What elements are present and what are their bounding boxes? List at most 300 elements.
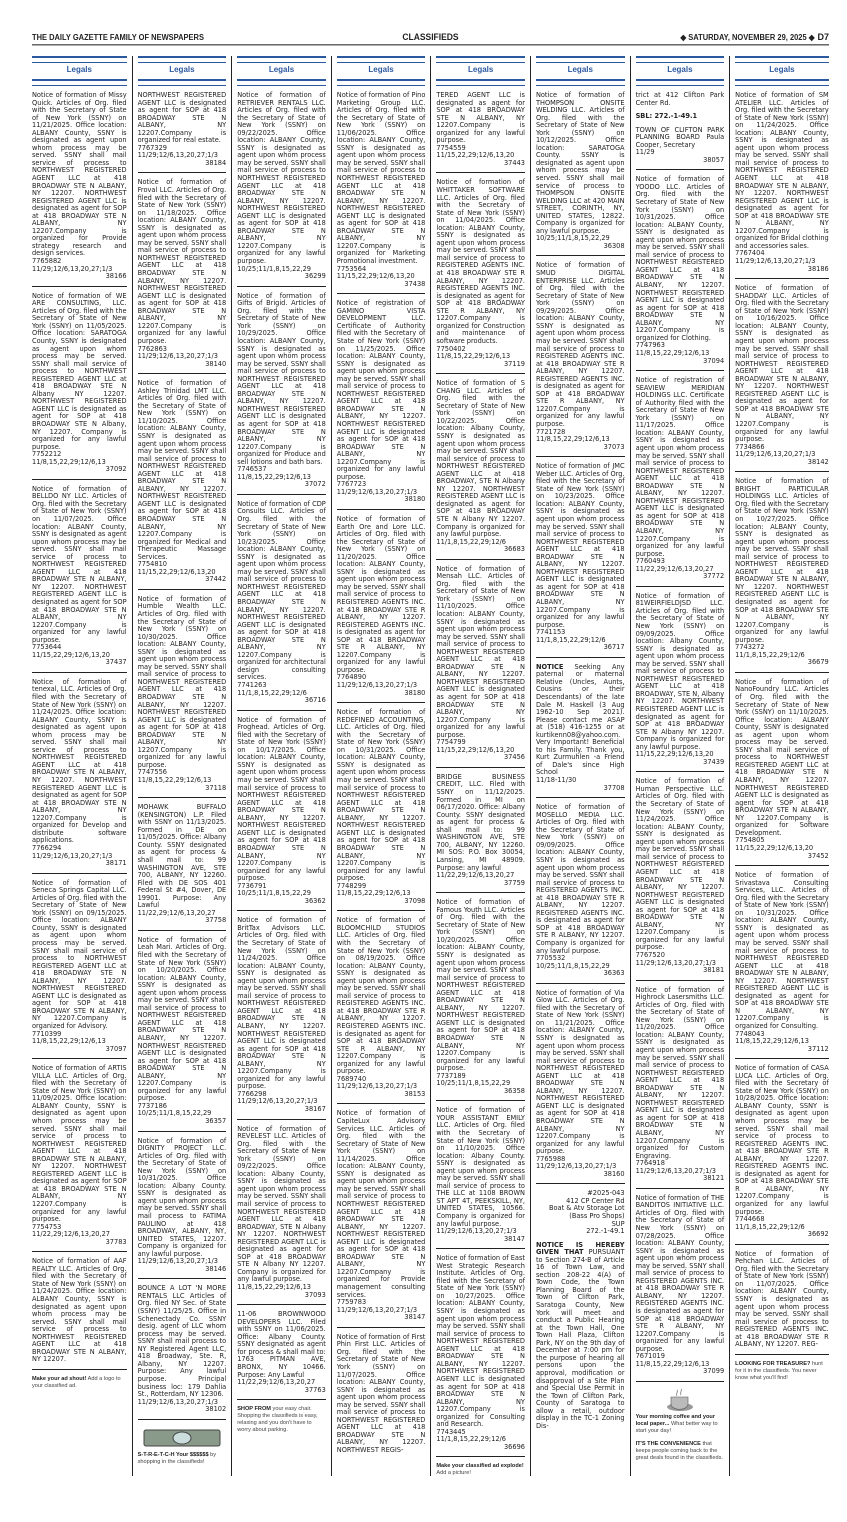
money-bill-icon xyxy=(138,1426,227,1450)
notice-body: BOUNCE A LOT 'N MORE RENTALS LLC Articles of Org. filed NY Sec. of State (SSNY) 11/25/25. Office in Schenectady Co. SSNY desig. agent of LLC whom process may be served. SSNY shall mail process to NY Registered Agent LLC, 418 Broadway, Ste. R, Albany, NY 12207. Purpose: Any lawful purpose. Principal business loc: 179 Dahlia St., Rotterdam, NY 12306. xyxy=(137,1284,227,1399)
ad-id: 7767404 xyxy=(735,249,765,258)
notice-body: Notice of formation of YOUR ASSISTANT EMILY LLC. Articles of Org. filed with the Secretary of State of New York (SSNY) on 11/10/2025. Office location: Albany County. SSNY is designated as agent upon whom process may be served. SSNY shall mail service of process to THE LLC at 1108 BROWN ST APT 4T, PEEKSKILL, NY, UNITED STATES, 10566. Company is organized for any lawful purpose. xyxy=(436,1106,525,1228)
issue-date-block: ◆ SATURDAY, NOVEMBER 29, 2025 ◆ D7 xyxy=(680,31,829,43)
legal-notice xyxy=(536,804,625,984)
notice-body: Notice of formation of WHITTAKER SOFTWARE LLC. Articles of Org. filed with the Secretary of State of New York (SSNY) on 11/04/2025. Office location: ALBANY County, SSNY is designated as agent upon whom process may be served. SSNY shall mail service of process to REGISTERED AGENTS INC. at 418 BROADWAY STE R ALBANY, NY 12207. REGISTERED AGENTS INC. is designated as agent for SOP at 418 BROADWAY STE R ALBANY, NY 12207.Company is organized for Construction and maintenance of software products. xyxy=(436,178,525,345)
notice-number: 37098 xyxy=(404,896,426,905)
notice-number: 37092 xyxy=(105,465,127,474)
section-label: Legals xyxy=(567,65,593,74)
notice-lead: NOTICE IS HEREBY GIVEN THAT xyxy=(535,1240,625,1257)
run-dates: 11/8,15,22,29;12/6,13 xyxy=(237,1283,311,1292)
notice-body: Notice of formation of DIGNITY PROJECT LLC. Articles of Org. filed with the Secretary of State of New York (SSNY) on 10/31/2025. Office location: Albany County. SSNY is designated as agent upon whom process may be served. SSNY shall mail process to FATIMA PAULINO at 418 BROADWAY, ALBANY, NY, UNITED STATES, 12207. Company is organized for any lawful purpose. xyxy=(137,1136,227,1258)
notice-number: 37119 xyxy=(503,359,525,368)
run-dates: 11/8,15,22,29;12/6,13 xyxy=(635,348,710,357)
notice-number: 37093 xyxy=(304,1290,326,1299)
notice-number: 37452 xyxy=(807,851,829,860)
legal-notice xyxy=(735,285,829,472)
notice-number: 37758 xyxy=(205,916,227,925)
legal-notice xyxy=(138,92,227,173)
notice-number: 37112 xyxy=(807,1044,829,1053)
ad-id: 7754810 xyxy=(137,560,167,569)
promo-text: your easy chair. Shopping the classifieds is easy, relaxing and you don't have to worry about parking. xyxy=(237,1406,318,1434)
run-dates: 11/8,15,22,29;12/6,13 xyxy=(635,1359,710,1368)
ad-id: 7744668 xyxy=(735,1215,765,1224)
notice-body: Notice of registration of GAMINO VISTA DEVELOPMENT LLC. Certificate of Authority filed with the Secretary of State of New York (SSNY) on 11/25/2025. Office location: ALBANY County, SSNY is designated as agent upon whom process may be served. SSNY shall mail service of process to NORTHWEST REGISTERED AGENT LLC at 418 BROADWAY STE N ALBANY, NY 12207. NORTHWEST REGISTERED AGENT LLC is designated as agent for SOP at 418 BROADWAY STE N ALBANY, NY 12207.Company is organized for any lawful purpose. xyxy=(336,299,426,481)
notice-body: Notice of formation of CASA LUCA LLC. Articles of Org. filed with the Secretary of State of New York (SSNY) on 10/28/2025. Office location: ALBANY County, SSNY is designated as agent upon whom process may be served. SSNY shall mail service of process to REGISTERED AGENTS INC. at 418 BROADWAY STE R ALBANY, NY 12207. REGISTERED AGENTS INC. is designated as agent for SOP at 418 BROADWAY STE R ALBANY, NY 12207.Company is organized for any lawful purpose. xyxy=(735,1064,829,1216)
notice-number: 38180 xyxy=(404,495,426,504)
notice-body: Notice of formation of BLOOMCHILD STUDIOS LLC. Articles of Org. filed with the Secretary of State of New York (SSNY) on 08/19/2025. Office location: ALBANY County, SSNY is designated as agent upon whom process may be served. SSNY shall mail service of process to REGISTERED AGENTS INC. at 418 BROADWAY STE R ALBANY, NY 12207. REGISTERED AGENTS INC. is designated as agent for SOP at 418 BROADWAY STE R ALBANY, NY 12207.Company is organized for any lawful purpose. xyxy=(336,916,426,1076)
run-dates: 11/22,29;12/6,13,20,27 xyxy=(436,871,515,880)
run-dates: 11/15,22,29;12/6,13,20 xyxy=(137,567,216,576)
notice-number: 36358 xyxy=(503,1086,525,1095)
legal-notice xyxy=(735,92,829,279)
legal-notice xyxy=(237,1126,326,1306)
notice-body: Seeking Any paternal or maternal Relative (Uncles, Aunts, Cousins or their Descendants) of the late Dale M. Haskell (3 Aug 1962-10 Sep 2021). Please contact me ASAP at (518) 416-1255 or at kurtikenn08@yahoo.com. Very Important! Beneficial to his Family. Thank you, Kurt Zurmuhlen -a Friend of Dale's since High School xyxy=(535,662,625,777)
notice-body: MOHAWK BUFFALO (KENSINGTON) L.P. Filed with SSNY on 11/13/2025. Formed in DE on 11/05/2025. Office: Albany County. SSNY designated as agent for process & shall mail to: 99 WASHINGTON AVE, STE 700, ALBANY, NY 12260. Filed with DE SOS 401 Federal St #4, Dover, DE 19901. Purpose: Any Lawful xyxy=(137,803,227,910)
section-label: Legals xyxy=(368,65,394,74)
notice-number: 37097 xyxy=(105,1044,127,1053)
notice-body: Notice of formation of Missy Quick. Articles of Org. filed with the Secretary of State of New York (SSNY) on 11/21/2025. Office location: ALBANY County, SSNY is designated as agent upon whom process may be served. SSNY shall mail service of process to NORTHWEST REGISTERED AGENT LLC at 418 BROADWAY STE N ALBANY, NY 12207. NORTHWEST REGISTERED AGENT LLC is designated as agent for SOP at 418 BROADWAY STE N ALBANY, NY 12207.Company is organized for Provide strategy research and design services. xyxy=(32,91,127,258)
ad-id: 7754559 xyxy=(436,143,466,152)
legal-notice xyxy=(436,1255,525,1457)
classified-promo xyxy=(636,1388,725,1435)
notice-body: Notice of formation of AAF REALTY LLC. Articles of Org. filed with the Secretary of State of New York (SSNY) on 11/24/2025. Office location: ALBANY County, SSNY is designated as agent upon whom process may be served. SSNY shall mail service of process to NORTHWEST REGISTERED AGENT LLC at 418 BROADWAY STE N ALBANY, NY 12207. xyxy=(32,1257,127,1364)
column-header xyxy=(32,56,127,86)
notice-body: trict at 412 Clifton Park Center Rd. xyxy=(635,91,725,107)
promo-text: Add a logo to your classified ad. xyxy=(32,1375,121,1389)
ad-id: 7754753 xyxy=(32,1222,62,1231)
notice-number: 38146 xyxy=(205,1264,227,1273)
run-dates: 10/25;11/1,8,15,22,29 xyxy=(137,1109,212,1118)
ad-id: 7737189 xyxy=(436,1071,466,1080)
run-dates: 11/1,8,15,22,29;12/6 xyxy=(735,1222,805,1231)
legal-notice xyxy=(536,1190,625,1435)
classified-promo xyxy=(735,1361,829,1382)
notice-number: 38186 xyxy=(807,264,829,273)
run-dates: 11/29;12/6,13,20,27;1/3 xyxy=(535,1162,617,1171)
legal-notice xyxy=(237,293,326,495)
ad-id: 7743445 xyxy=(436,1427,466,1436)
legal-notice xyxy=(735,679,829,866)
legal-notice xyxy=(436,380,525,560)
ad-id: 7765988 xyxy=(535,1154,566,1163)
ad-id: 7754799 xyxy=(436,738,466,747)
legal-notice xyxy=(237,717,326,912)
notice-body: Notice of formation of Seneca Springs Capital LLC. Articles of Org. filed with the Secretary of State of New York (SSNY) on 09/15/2025. Office location: ALBANY County, SSNY is designated as agent upon whom process may be served. SSNY shall mail service of process to NORTHWEST REGISTERED AGENT LLC at 418 BROADWAY STE N ALBANY, NY 12207. NORTHWEST REGISTERED AGENT LLC is designated as agent for SOP at 418 BROADWAY STE N ALBANY, NY 12207.Company is organized for Advisory. xyxy=(32,878,127,1030)
notice-number: 38057 xyxy=(703,155,725,164)
notice-number: 37099 xyxy=(703,1367,725,1376)
legals-column xyxy=(729,56,829,1476)
ad-id: 7767520 xyxy=(635,950,665,959)
notice-number: 37072 xyxy=(304,480,326,489)
run-dates: 11/22,29;12/6,13,20,27 xyxy=(237,1378,316,1387)
legal-notice xyxy=(337,1334,426,1460)
notice-body: Notice of formation of BRIGHT PARTICULAR HOLDINGS LLC. Articles of Org. filed with the Secretary of State of New York (SSNY) on 10/27/2025. Office location: ALBANY County, SSNY is designated as agent upon whom process may be served. SSNY shall mail service of process to NORTHWEST REGISTERED AGENT LLC at 418 BROADWAY STE N ALBANY, NY 12207. NORTHWEST REGISTERED AGENT LLC is designated as agent for SOP at 418 BROADWAY STE N ALBANY, NY 12207.Company is organized for any lawful purpose. xyxy=(735,477,829,644)
legal-notice xyxy=(636,1195,725,1382)
ad-id: 7750402 xyxy=(436,344,466,353)
legal-notice xyxy=(636,778,725,980)
notice-number: 38142 xyxy=(807,457,829,466)
legal-notice xyxy=(536,463,625,658)
run-dates: 10/25;11/1,8,15,22,29 xyxy=(535,961,610,970)
legal-notice xyxy=(138,804,227,931)
legal-notice xyxy=(735,872,829,1059)
notice-number: 36716 xyxy=(304,696,326,705)
legal-notice xyxy=(32,880,127,1060)
section-label: Legals xyxy=(468,65,494,74)
run-dates: 11/1,8,15,22,29;12/6 xyxy=(436,1435,506,1444)
notice-body: Notice of formation of WE ARE CONSULTING, LLC. Articles of Org. filed with the Secretary of State of New York (SSNY) on 11/05/2025. Office location: SARATOGA County, SSNY is designated as agent upon whom process may be served. SSNY shall mail service of process to NORTHWEST REGISTERED AGENT LLC at 418 BROADWAY STE N Albany NY 12207. NORTHWEST REGISTERED AGENT LLC is designated as agent for SOP at 418 BROADWAY STE N Albany, NY 12207. Company is organized for any lawful purpose. xyxy=(32,291,127,451)
run-dates: 11/15,22,29;12/6,13,20 xyxy=(735,843,814,852)
ad-id: 7746537 xyxy=(237,465,267,474)
legals-column xyxy=(132,56,232,1476)
run-dates: 11/8,15,22,29;12/6,13 xyxy=(137,776,212,785)
run-dates: 11/15,22,29;12/6,13,20 xyxy=(336,272,415,281)
notice-number: 37438 xyxy=(404,279,426,288)
promo-text: What better way to start your day! xyxy=(635,1420,718,1434)
notice-body: Notice of formation of Froval LLC. Articles of Org. filed with the Secretary of State of New York (SSNY) on 11/18/2025. Office location: ALBANY County, SSNY is designated as agent upon whom process may be served. SSNY shall mail service of process to NORTHWEST REGISTERED AGENT LLC at 418 BROADWAY STE N ALBANY, NY 12207. NORTHWEST REGISTERED AGENT LLC is designated as agent for SOP at 418 BROADWAY STE N ALBANY, NY 12207.Company is organized for any lawful purpose. xyxy=(137,178,227,345)
ad-id: 7759783 xyxy=(336,1298,367,1307)
notice-body: Notice of formation of BELLDO NY LLC. Articles of Org. filed with the Secretary of State of New York (SSNY) on 11/07/2025. Office location: ALBANY County, SSNY is designated as agent upon whom process may be served. SSNY shall mail service of process to NORTHWEST REGISTERED AGENT LLC at 418 BROADWAY STE N ALBANY, NY 12207. NORTHWEST REGISTERED AGENT LLC is designated as agent for SOP at 418 BROADWAY STE N ALBANY, NY 12207.Company is organized for any lawful purpose. xyxy=(32,484,127,644)
notice-body: Notice of registration of SEAVIEW MERIDIAN HOLDINGS LLC. Certificate of Authority filed with the Secretary of State of New York (SSNY) on 11/17/2025. Office location: ALBANY County, SSNY is designated as agent upon whom process may be served. SSNY shall mail service of process to NORTHWEST REGISTERED AGENT LLC at 418 BROADWAY STE N ALBANY, NY 12207. NORTHWEST REGISTERED AGENT LLC is designated as agent for SOP at 418 BROADWAY STE N ALBANY, NY 12207.Company is organized for any lawful purpose. xyxy=(635,376,725,558)
notice-number: 36696 xyxy=(503,1442,525,1451)
legal-notice xyxy=(337,300,426,510)
run-dates: 11/15,22,29;12/6,13,20 xyxy=(436,151,515,160)
legal-notice xyxy=(337,709,426,911)
notice-lead: NOTICE xyxy=(535,662,564,671)
notice-number: 37763 xyxy=(304,1385,326,1394)
column-header xyxy=(337,56,426,86)
notice-extra: TOWN OF CLIFTON PARK PLANNING BOARD Paula Cooper, Secretary xyxy=(635,125,725,149)
promo-text: by shopping in the classifieds! xyxy=(137,1451,217,1465)
legals-column xyxy=(630,56,730,1476)
legal-notice xyxy=(237,917,326,1119)
notice-number: 37772 xyxy=(703,572,725,581)
run-dates: 11/29;12/6,13,20,27;1/3 xyxy=(336,681,418,690)
notice-number: 36362 xyxy=(304,896,326,905)
notice-body: Notice of formation of Human Perspective LLC. Articles of Org. filed with the Secretary of State of New York (SSNY) on 11/24/2025. Office location: ALBANY County, SSNY is designated as agent upon whom process may be served. SSNY shall mail service of process to NORTHWEST REGISTERED AGENT LLC at 418 BROADWAY STE N ALBANY, NY 12207. NORTHWEST REGISTERED AGENT LLC is designated as agent for SOP at 418 BROADWAY STE N ALBANY, NY 12207.Company is organized for any lawful purpose. xyxy=(635,777,725,952)
legal-notice xyxy=(337,1110,426,1327)
notice-body: Notice of formation of Ashley Trinidad LMT LLC. Articles of Org. filed with the Secretary of State of New York (SSNY) on 11/10/2025. Office location: ALBANY County, SSNY is designated as agent upon whom process may be served. SSNY shall mail service of process to NORTHWEST REGISTERED AGENT LLC at 418 BROADWAY STE N ALBANY, NY 12207. NORTHWEST REGISTERED AGENT LLC is designated as agent for SOP at 418 BROADWAY STE N ALBANY, NY 12207.Company is organized for Medical and Therapeutic Massage Services. xyxy=(137,379,227,561)
notice-body: Notice of formation of Humble Wealth LLC. Articles of Org. filed with the Secretary of State of New York (SSNY) on 10/30/2025. Office location: ALBANY County, SSNY is designated as agent upon whom process may be served. SSNY shall mail service of process to NORTHWEST REGISTERED AGENT LLC at 418 BROADWAY STE N ALBANY, NY 12207. NORTHWEST REGISTERED AGENT LLC is designated as agent for SOP at 418 BROADWAY STE N ALBANY, NY 12207.Company is organized for any lawful purpose. xyxy=(137,594,227,769)
coffee-cup-icon xyxy=(636,1388,725,1412)
notice-body: Notice of formation of YOODO LLC. Articles of Org. filed with the Secretary of State of New York (SSNY) on 10/31/2025. Office location: ALBANY County, SSNY is designated as agent upon whom process may be served. SSNY shall mail service of process to NORTHWEST REGISTERED AGENT LLC at 418 BROADWAY STE N ALBANY, NY 12207. NORTHWEST REGISTERED AGENT LLC is designated as agent for SOP at 418 BROADWAY STE N ALBANY, NY 12207.Company is organized for Clothing. xyxy=(635,175,725,342)
legal-notice xyxy=(337,917,426,1104)
promo-lead: Make your classified ad explode! xyxy=(436,1463,524,1470)
run-dates: 11/29;12/6,13,20,27;1/3 xyxy=(635,958,716,967)
notice-body: Notice of formation of Highrock Lasersmiths LLC. Articles of Org. filed with the Secretary of State of New York (SSNY) on 11/20/2025. Office location: ALBANY County, SSNY is designated as agent upon whom process may be served. SSNY shall mail service of process to NORTHWEST REGISTERED AGENT LLC at 418 BROADWAY STE N ALBANY, NY 12207. NORTHWEST REGISTERED AGENT LLC is designated as agent for SOP at 418 BROADWAY STE N ALBANY, NY 12207.Company is organized for Custom Engraving. xyxy=(635,985,725,1160)
ad-id: 7764890 xyxy=(336,673,367,682)
run-dates: 11/29;12/6,13,20,27;1/3 xyxy=(336,1082,418,1091)
notice-number: 36717 xyxy=(603,643,625,652)
run-dates: 11/8,15,22,29;12/6,13 xyxy=(32,457,106,466)
legal-notice xyxy=(138,1285,227,1419)
legal-notice xyxy=(337,516,426,703)
notice-number: 36679 xyxy=(807,658,829,667)
run-dates: 11/1,8,15,22,29;12/6 xyxy=(735,650,805,659)
notice-number: 38147 xyxy=(404,1313,426,1322)
ad-id: 7741153 xyxy=(535,628,566,637)
run-dates: 11/8,15,22,29;12/6,13 xyxy=(436,352,511,361)
run-dates: 11/18-11/30 xyxy=(535,776,577,785)
promo-lead: S-T-R-E-T-C-H Your $$$$$$ xyxy=(137,1451,209,1458)
legal-notice xyxy=(337,92,426,294)
notice-number: 37443 xyxy=(503,158,525,167)
run-dates: 11/29;12/6,13,20,27;1/3 xyxy=(32,851,113,860)
notice-number: 36308 xyxy=(603,241,625,250)
run-dates: 11/29;12/6,13,20,27;1/3 xyxy=(336,487,418,496)
promo-text: hunt for it in the classifieds. You never know what you'll find! xyxy=(735,1360,823,1381)
notice-body: Notice of formation of CapiteLux Advisory Services LLC. Articles of Org. filed with the Secretary of State of New York (SSNY) on 11/14/2025. Office location: ALBANY County, SSNY is designated as agent upon whom process may be served. SSNY shall mail service of process to NORTHWEST REGISTERED AGENT LLC at 418 BROADWAY STE N ALBANY, NY 12207. NORTHWEST REGISTERED AGENT LLC is designated as agent for SOP at 418 BROADWAY STE N ALBANY, NY 12207.Company is organized for Provide management consulting services. xyxy=(336,1109,426,1299)
ad-id: 7747963 xyxy=(635,341,665,350)
legals-columns xyxy=(32,56,829,1476)
run-dates: 11/8,15,22,29;12/6,13 xyxy=(735,1037,809,1046)
notice-number: 38167 xyxy=(304,1105,326,1113)
notice-body: Notice of formation of THE BANDITOS INITIATIVE LLC. Articles of Org. filed with the Secretary of State of New York (SSNY) on 07/28/2025. Office location: ALBANY County, SSNY is designated as agent upon whom process may be served. SSNY shall mail service of process to REGISTERED AGENTS INC. at 418 BROADWAY STE R ALBANY, NY 12207. REGISTERED AGENTS INC. is designated as agent for SOP at 418 BROADWAY STE R ALBANY, NY 12207.Company is organized for any lawful purpose. xyxy=(635,1193,725,1353)
legal-notice xyxy=(237,1311,326,1400)
run-dates: 11/1,8,15,22,29;12/6 xyxy=(535,635,606,644)
section-label: Legals xyxy=(667,65,693,74)
column-header xyxy=(536,56,625,86)
run-dates: 11/29;12/6,13,20,27;1/3 xyxy=(137,151,218,160)
run-dates: 11/15,22,29;12/6,13,20 xyxy=(436,745,515,754)
legal-notice xyxy=(735,1065,829,1245)
notice-number: 37456 xyxy=(503,753,525,762)
promo-lead: Your morning coffee and your local paper... xyxy=(635,1413,716,1427)
notice-body: Notice of formation of JMC Weber LLC. Articles of Org. filed with the Secretary of State of New York (SSNY) on 10/23/2025. Office location: ALBANY County, SSNY is designated as agent upon whom process may be served. SSNY shall mail service of process to NORTHWEST REGISTERED AGENT LLC at 418 BROADWAY STE N ALBANY, NY 12207. NORTHWEST REGISTERED AGENT LLC is designated as agent for SOP at 418 BROADWAY STE N ALBANY, NY 12207.Company is organized for any lawful purpose. xyxy=(535,462,625,629)
notice-number: 37439 xyxy=(703,757,725,766)
notice-number: 37118 xyxy=(205,783,227,792)
notice-number: 36357 xyxy=(205,1117,227,1125)
promo-lead: Make your ad shout! xyxy=(32,1375,87,1382)
notice-number: 36692 xyxy=(807,1230,829,1239)
legal-notice xyxy=(138,179,227,374)
legal-notice xyxy=(536,664,625,798)
notice-number: 38160 xyxy=(603,1169,625,1178)
legal-notice xyxy=(636,92,725,170)
section-label: Legals xyxy=(769,65,795,74)
legal-notice xyxy=(536,262,625,457)
run-dates: 11/29 xyxy=(635,148,655,157)
legal-notice xyxy=(32,92,127,287)
run-dates: 11/22,29;12/6,13,20,27 xyxy=(32,1230,110,1239)
run-dates: 11/15,22,29;12/6,13,20 xyxy=(635,750,714,759)
run-dates: 11/8,15,22,29;12/6,13 xyxy=(237,472,311,481)
run-dates: 11/22,29;12/6,13,20,27 xyxy=(635,564,714,573)
legal-notice xyxy=(138,937,227,1132)
column-header xyxy=(138,56,227,86)
run-dates: 11/29;12/6,13,20,27;1/3 xyxy=(735,450,816,459)
notice-number: 38140 xyxy=(205,359,227,368)
ad-id: 7767723 xyxy=(336,480,367,489)
promo-lead: SHOP FROM xyxy=(237,1406,271,1413)
legal-notice xyxy=(636,593,725,773)
ad-id: 7753564 xyxy=(336,264,367,273)
notice-extra: SBL: 272.-1-49.1 xyxy=(635,112,698,121)
run-dates: 11/15,22,29;12/6,13,20 xyxy=(32,650,110,659)
legal-notice xyxy=(436,774,525,893)
ad-id: 7752212 xyxy=(32,450,62,459)
notice-body: Notice of formation of Earth Ore and Lore LLC. Articles of Org. filed with the Secretary of State of New York (SSNY) on 11/20/2025. Office location: ALBANY County, SSNY is designated as agent upon whom process may be served. SSNY shall mail service of process to REGISTERED AGENTS INC. at 418 BROADWAY STE R ALBANY, NY 12207. REGISTERED AGENTS INC. is designated as agent for SOP at 418 BROADWAY STE R ALBANY, NY 12207.Company is organized for any lawful purpose. xyxy=(336,514,426,674)
ad-id: 7741263 xyxy=(237,681,267,690)
run-dates: 10/25;11/1,8,15,22,29 xyxy=(436,1079,511,1088)
ad-id: 7721728 xyxy=(535,427,566,436)
notice-number: 38166 xyxy=(105,272,127,281)
legal-notice xyxy=(536,990,625,1185)
notice-number: 38102 xyxy=(205,1405,227,1414)
ad-id: 7765882 xyxy=(32,257,62,266)
promo-lead: LOOKING FOR TREASURE? xyxy=(735,1360,811,1367)
ad-id: 7747556 xyxy=(137,768,167,777)
legal-notice xyxy=(636,377,725,587)
notice-body: 11-06 BROWNWOOD DEVELOPERS LLC. Filed with SSNY on 11/06/2025. Office: Albany County. SSNY designated as agent for process & shall mail to: 1763 PITMAN AVE, BRONX, NY 10466. Purpose: Any Lawful xyxy=(237,1310,326,1379)
ad-id: 7753644 xyxy=(32,643,62,652)
legal-notice xyxy=(237,92,326,287)
legals-column xyxy=(530,56,630,1476)
notice-body: Notice of formation of ARTIS VILLA LLC. Articles of Org. filed with the Secretary of State of New York (SSNY) on 11/09/2025. Office location: ALBANY County, SSNY is designated as agent upon whom process may be served. SSNY shall mail service of process to NORTHWEST REGISTERED AGENT LLC at 418 BROADWAY STE N ALBANY, NY 12207. NORTHWEST REGISTERED AGENT LLC is designated as agent for SOP at 418 BROADWAY STE N ALBANY, NY 12207.Company is organized for any lawful purpose. xyxy=(32,1064,127,1224)
ad-id: 7710399 xyxy=(32,1029,62,1038)
legal-notice xyxy=(735,478,829,673)
notice-body: Notice of formation of Famous Youth LLC. Articles of Org. filed with the Secretary of State of New York (SSNY) on 10/20/2025. Office location: ALBANY County, SSNY is designated as agent upon whom process may be served. SSNY shall mail service of process to NORTHWEST REGISTERED AGENT LLC at 418 BROADWAY STE N ALBANY, NY 12207. NORTHWEST REGISTERED AGENT LLC is designated as agent for SOP at 418 BROADWAY STE N ALBANY, NY 12207.Company is organized for any lawful purpose. xyxy=(436,898,525,1073)
legal-notice xyxy=(138,596,227,798)
notice-body: Notice of formation of S CHANG LLC. Articles of Org. filed with the Secretary of State of New York (SSNY) on 10/22/2025. Office location: Albany County, SSNY is designated as agent upon whom process may be served. SSNY shall mail service of process to NORTHWEST REGISTERED AGENT LLC at 418 BROADWAY, STE N Albany NY 12207. NORTHWEST REGISTERED AGENT LLC is designated as agent for SOP at 418 BROADWAY STE N Albany NY 12207. Company is organized for any lawful purpose. xyxy=(436,379,525,539)
notice-number: 38153 xyxy=(404,1089,426,1098)
notice-number: 37708 xyxy=(603,783,625,792)
run-dates: 10/25;11/1,8,15,22,29 xyxy=(237,264,311,273)
run-dates: 11/29;12/6,13,20,27;1/3 xyxy=(336,1305,418,1314)
legals-column xyxy=(32,56,132,1476)
notice-body: Notice of formation of THOMPSON ONSITE WELDING LLC. Articles of Org. filed with the Secretary of State of New York (SSNY) on 10/12/2025. Office location: SARATOGA County. SSNY is designated as agent upon whom process may be served. SSNY shall mail service of process to THOMPSON ONSITE WELDING LLC at 420 MAIN STREET, CORINTH, NY, UNITED STATES, 12822. Company is organized for any lawful purpose. xyxy=(535,91,625,235)
notice-body: BRIDGE BUSINESS CREDIT, LLC. Filed with SSNY on 11/12/2025. Formed in MI on 06/17/2020. Office: Albany County. SSNY designated as agent for process & shall mail to: 99 WASHINGTON AVE, STE 700, ALBANY, NY 12260. MI SOS: P.O. Box 30054, Lansing, MI 48909. Purpose: any lawful xyxy=(436,772,525,872)
notice-body: Notice of formation of CDP Consults LLC. Articles of Org. filed with the Secretary of State of New York (SSNY) on 10/23/2025. Office location: ALBANY County, SSNY is designated as agent upon whom process may be served. SSNY shall mail service of process to NORTHWEST REGISTERED AGENT LLC at 418 BROADWAY STE N ALBANY, NY 12207. NORTHWEST REGISTERED AGENT LLC is designated as agent for SOP at 418 BROADWAY STE N ALBANY, NY 12207.Company is organized for architectural design consulting services. xyxy=(237,499,326,682)
run-dates: 11/29;12/6,13,20,27;1/3 xyxy=(436,1227,517,1236)
notice-body: Notice of formation of Via Glow LLC. Articles of Org. filed with the Secretary of State of New York (SSNY) on 11/21/2025. Office location: ALBANY County, SSNY is designated as agent upon whom process may be served. SSNY shall mail service of process to NORTHWEST REGISTERED AGENT LLC at 418 BROADWAY STE N ALBANY, NY 12207. NORTHWEST REGISTERED AGENT LLC is designated as agent for SOP at 418 BROADWAY STE N ALBANY, NY 12207.Company is organized for any lawful purpose. xyxy=(535,988,625,1156)
ad-id: 7736791 xyxy=(237,881,267,890)
ad-id: 7766294 xyxy=(32,843,62,852)
legal-notice xyxy=(138,1138,227,1280)
ad-id: 7734866 xyxy=(735,442,765,451)
notice-body: Notice of formation of SMUD DIGITAL ENTERPRISE LLC. Articles of Org. filed with the Secretary of State of New York (SSNY) on 09/29/2025. Office location: ALBANY County, SSNY is designated as agent upon whom process may be served. SSNY shall mail service of process to REGISTERED AGENTS INC. at 418 BROADWAY STE R ALBANY, NY 12207. REGISTERED AGENTS INC. is designated as agent for SOP at 418 BROADWAY STE R ALBANY, NY 12207.Company is organized for any lawful purpose. xyxy=(535,261,625,428)
run-dates: 10/25;11/1,8,15,22,29 xyxy=(535,234,610,243)
notice-number: 36363 xyxy=(603,969,625,978)
section-title: CLASSIFIEDS xyxy=(402,31,459,43)
ad-id: 7743272 xyxy=(735,643,765,652)
notice-body: Notice of formation of Mensah LLC. Articles of Org. filed with the Secretary of State of New York (SSNY) on 11/10/2025. Office location: ALBANY County, SSNY is designated as agent upon whom process may be served. SSNY shall mail service of process to NORTHWEST REGISTERED AGENT LLC at 418 BROADWAY STE N ALBANY, NY 12207. NORTHWEST REGISTERED AGENT LLC is designated as agent for SOP at 418 BROADWAY STE N ALBANY, NY 12207.Company is organized for any lawful purpose. xyxy=(436,564,525,739)
ad-id: 7762863 xyxy=(137,344,167,353)
notice-body: Notice of formation of Pehchan LLC. Articles of Org. filed with the Secretary of State of New York (SSNY) on 11/07/2025. Office location: ALBANY County, SSNY is designated as agent upon whom process may be served. SSNY shall mail service of process to REGISTERED AGENTS INC. at 418 BROADWAY STE R ALBANY, NY 12207. REG- xyxy=(735,1249,829,1349)
page-number: D7 xyxy=(817,31,829,43)
notice-body: PURSUANT to Section 274-B of Article 16 of Town Law, and section 208-22 4(A) of Town Code, the Town Planning Board of the Town of Clifton Park, Saratoga County, New York will meet and conduct a Public Hearing at the Town Hall, One Town Hall Plaza, Clifton Park, NY on the 9th day of December at 7:00 pm for the purpose of hearing all persons upon the approval, modification or disapproval of a Site Plan and Special Use Permit in the Town of Clifton Park, County of Saratoga to allow a retail, outdoor display in the TC-1 Zoning Dis- xyxy=(535,1248,625,1430)
run-dates: 11/29;12/6,13,20,27;1/3 xyxy=(137,1397,218,1406)
run-dates: 11/29;12/6,13,20,27;1/3 xyxy=(137,352,218,361)
notice-body: Notice of formation of tenexal, LLC. Articles of Org. filed with the Secretary of State of New York (SSNY) on 11/24/2025. Office location: ALBANY County, SSNY is designated as agent upon whom process may be served. SSNY shall mail service of process to NORTHWEST REGISTERED AGENT LLC at 418 BROADWAY STE N ALBANY, NY 12207. NORTHWEST REGISTERED AGENT LLC is designated as agent for SOP at 418 BROADWAY STE N ALBANY, NY 12207.Company is organized for Develop and distribute software applications. xyxy=(32,677,127,845)
promo-lead: IT'S THE CONVENIENCE xyxy=(635,1440,701,1447)
legals-column xyxy=(231,56,331,1476)
legal-notice xyxy=(735,1251,829,1355)
promo-text: that keeps people coming back to the great deals found in the classifieds. xyxy=(635,1440,723,1461)
legal-notice xyxy=(636,987,725,1189)
notice-body: NORTHWEST REGISTERED AGENT LLC is designated as agent for SOP at 418 BROADWAY STE N ALBANY, NY 12207.Company is organized for real estate. xyxy=(137,91,227,145)
legal-notice xyxy=(436,92,525,173)
notice-body: Notice of formation of Gifts of Brigid. Articles of Org. filed with the Secretary of State of New York (SSNY) on 10/29/2025. Office location: ALBANY County, SSNY is designated as agent upon whom process may be served. SSNY shall mail service of process to NORTHWEST REGISTERED AGENT LLC at 418 BROADWAY STE N ALBANY, NY 12207. NORTHWEST REGISTERED AGENT LLC is designated as agent for SOP at 418 BROADWAY STE N ALBANY, NY 12207.Company is organized for Produce and sell lotions and bath bars. xyxy=(237,291,326,466)
run-dates: 10/25;11/1,8,15,22,29 xyxy=(237,889,311,898)
notice-body: Notice of formation of East West Strategic Research Institute. Articles of Org. filed with the Secretary of State of New York (SSNY) on 10/27/2025. Office location: ALBANY County, SSNY is designated as agent upon whom process may be served. SSNY shall mail service of process to NORTHWEST REGISTERED AGENT LLC at 418 BROADWAY STE N ALBANY, NY 12207. NORTHWEST REGISTERED AGENT LLC is designated as agent for SOP at 418 BROADWAY STE N ALBANY, NY 12207.Company is organized for Consulting and Research. xyxy=(436,1254,525,1429)
notice-body: TERED AGENT LLC is designated as agent for SOP at 418 BROADWAY STE N ALBANY, NY 12207.Company is organized for any lawful purpose. xyxy=(436,91,525,145)
ad-id: 7748299 xyxy=(336,881,367,890)
notice-number: 37783 xyxy=(105,1237,127,1246)
notice-body: Notice of formation of Froghead. Articles of Org. filed with the Secretary of State of New York (SSNY) on 10/17/2025. Office location: ALBANY County, SSNY is designated as agent upon whom process may be served. SSNY shall mail service of process to NORTHWEST REGISTERED AGENT LLC at 418 BROADWAY STE N ALBANY, NY 12207. NORTHWEST REGISTERED AGENT LLC is designated as agent for SOP at 418 BROADWAY STE N ALBANY, NY 12207.Company is organized for any lawful purpose. xyxy=(237,715,326,883)
notice-heading: #2025-043 412 CP Center Rd Boat & Atv Storage Lot (Bass Pro Shops) SUP 272.-1-49.1 xyxy=(548,1189,625,1236)
legal-notice xyxy=(436,566,525,768)
ad-id: 7764918 xyxy=(635,1159,665,1168)
run-dates: 11/29;12/6,13,20,27;1/3 xyxy=(735,257,816,266)
section-label: Legals xyxy=(268,65,295,74)
classified-promo xyxy=(436,1463,525,1476)
legal-notice xyxy=(436,899,525,1101)
classified-promo xyxy=(237,1406,326,1434)
ad-id: 7754805 xyxy=(735,836,765,845)
legal-notice xyxy=(32,293,127,480)
column-header xyxy=(436,56,525,86)
legal-notice xyxy=(237,501,326,711)
run-dates: 11/8,15,22,29;12/6,13 xyxy=(535,435,610,444)
publication-name: THE DAILY GAZETTE FAMILY OF NEWSPAPERS xyxy=(32,32,204,42)
notice-body: Notice of formation of NanoFoundry LLC. Articles of Org. filed with the Secretary of State of New York (SSNY) on 11/10/2025. Office location: ALBANY County, SSNY is designated as agent upon whom process may be served. SSNY shall mail service of process to NORTHWEST REGISTERED AGENT LLC at 418 BROADWAY STE N ALBANY, NY 12207. NORTHWEST REGISTERED AGENT LLC is designated as agent for SOP at 418 BROADWAY STE N ALBANY, NY 12207.Company is organized for Software Development. xyxy=(735,677,829,837)
run-dates: 11/29;12/6,13,20,27;1/3 xyxy=(137,1257,218,1266)
column-header xyxy=(735,56,829,86)
notice-body: Notice of formation of Pino Marketing Group LLC. Articles of Org. filed with the Secretary of State of New York (SSNY) on 11/06/2025. Office location: ALBANY County, SSNY is designated as agent upon whom process may be served. SSNY shall mail service of process to NORTHWEST REGISTERED AGENT LLC at 418 BROADWAY STE N ALBANY, NY 12207. NORTHWEST REGISTERED AGENT LLC is designated as agent for SOP at 418 BROADWAY STE N ALBANY, NY 12207.Company is organized for Marketing Promotional investment. xyxy=(336,91,426,266)
ad-id: 7689740 xyxy=(336,1074,367,1083)
run-dates: 11/29;12/6,13,20,27;1/3 xyxy=(32,264,113,273)
run-dates: 11/8,15,22,29;12/6,13 xyxy=(336,889,411,898)
notice-number: 36683 xyxy=(503,545,525,554)
section-label: Legals xyxy=(66,65,92,74)
ad-id: 7766298 xyxy=(237,1089,267,1098)
ad-id: 7705532 xyxy=(535,954,566,963)
masthead xyxy=(32,30,829,46)
legals-column xyxy=(331,56,431,1476)
notice-number: 38181 xyxy=(703,966,725,975)
column-header xyxy=(237,56,326,86)
notice-body: Notice of formation of SHADDAY LLC. Articles of Org. filed with the Secretary of State of New York (SSNY) on 10/16/2025. Office location: ALBANY County, SSNY is designated as agent upon whom process may be served. SSNY shall mail service of process to NORTHWEST REGISTERED AGENT LLC at 418 BROADWAY STE N ALBANY, NY 12207. NORTHWEST REGISTERED AGENT LLC is designated as agent for SOP at 418 BROADWAY STE N ALBANY, NY 12207.Company is organized for any lawful purpose. xyxy=(735,284,829,444)
run-dates: 11/22,29;12/6,13,20,27 xyxy=(137,908,216,917)
notice-body: Notice of formation of BritTax Advisors LLC. Articles of Org. filed with the Secretary of State of New York (SSNY) on 11/24/2025. Office location: ALBANY County, SSNY is designated as agent upon whom process may be served. SSNY shall mail service of process to NORTHWEST REGISTERED AGENT LLC at 418 BROADWAY STE N ALBANY, NY 12207. NORTHWEST REGISTERED AGENT LLC is designated as agent for SOP at 418 BROADWAY STE N ALBANY, NY 12207.Company is organized for any lawful purpose. xyxy=(237,916,326,1091)
issue-date: SATURDAY, NOVEMBER 29, 2025 xyxy=(688,32,807,43)
notice-number: 37442 xyxy=(205,575,227,584)
classified-promo xyxy=(636,1441,725,1462)
legal-notice xyxy=(636,176,725,371)
legal-notice xyxy=(32,679,127,874)
run-dates: 11/29;12/6,13,20,27;1/3 xyxy=(237,1097,318,1106)
ad-id: 7671019 xyxy=(635,1352,665,1361)
notice-body: Notice of formation of Srivastava Consulting Services, LLC. Articles of Org. filed with the Secretary of State of New York (SSNY) on 10/31/2025. Office location: ALBANY County, SSNY is designated as agent upon whom process may be served. SSNY shall mail service of process to NORTHWEST REGISTERED AGENT LLC at 418 BROADWAY STE N ALBANY, NY 12207. NORTHWEST REGISTERED AGENT LLC is designated as agent for SOP at 418 BROADWAY STE N ALBANY, NY 12207.Company is organized for Consulting. xyxy=(735,871,829,1030)
section-label: Legals xyxy=(169,65,195,74)
notice-body: Notice of formation of RETRIEVER RENTALS LLC. Articles of Org. filed with the Secretary of State of New York (SSNY) on 09/22/2025. Office location: ALBANY County, SSNY is designated as agent upon whom process may be served. SSNY shall mail service of process to NORTHWEST REGISTERED AGENT LLC at 418 BROADWAY STE N ALBANY, NY 12207. NORTHWEST REGISTERED AGENT LLC is designated as agent for SOP at 418 BROADWAY STE N ALBANY, NY 12207.Company is organized for any lawful purpose. xyxy=(237,91,326,266)
ad-id: 7760493 xyxy=(635,557,665,566)
ad-id: 7737186 xyxy=(137,1101,167,1110)
notice-number: 37073 xyxy=(603,442,625,451)
notice-number: 36299 xyxy=(304,272,326,281)
notice-number: 37437 xyxy=(105,658,127,667)
promo-text: Add a picture! xyxy=(436,1470,471,1476)
classified-promo xyxy=(32,1376,127,1390)
notice-body: Notice of formation of First Phin First LLC. Articles of Org. filed with the Secretary of State of New York (SSNY) on 11/07/2025. Office location: ALBANY County, SSNY is designated as agent upon whom process may be served. SSNY shall mail service of process to NORTHWEST REGISTERED AGENT LLC at 418 BROADWAY STE N ALBANY, NY 12207. NORTHWEST REGIS- xyxy=(336,1332,426,1454)
run-dates: 11/1,8,15,22,29;12/6 xyxy=(237,688,307,697)
legal-notice xyxy=(436,179,525,374)
classified-promo xyxy=(138,1426,227,1466)
notice-number: 37094 xyxy=(703,356,725,365)
run-dates: 11/8,15,22,29;12/6,13 xyxy=(32,1037,106,1046)
